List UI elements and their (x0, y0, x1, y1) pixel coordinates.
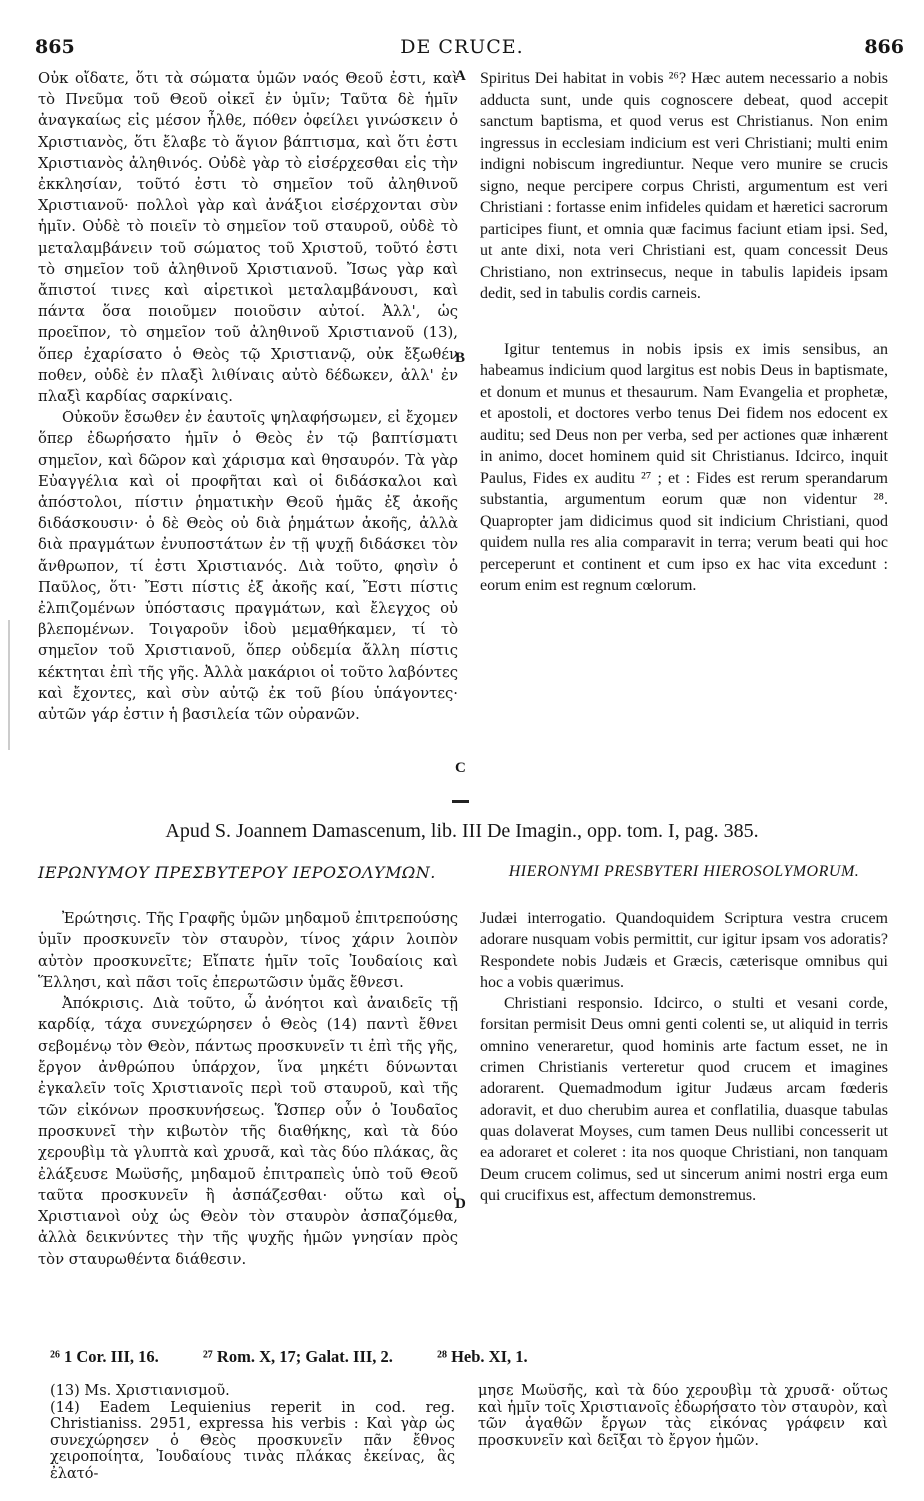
source-citation: Apud S. Joannem Damascenum, lib. III De Imagin., opp. tom. I, pag. 385. (165, 820, 759, 842)
scripture-footnote: ²⁸ Heb. XI, 1. (437, 1347, 528, 1366)
section-divider (452, 800, 469, 803)
greek-paragraph: Οὐκοῦν ἔσωθεν ἐν ἑαυτοῖς ψηλαφήσωμεν, εἰ ἔχομεν ὅπερ ἐδωρήσατο ἡμῖν ὁ Θεὸς ἐν τῷ βαπτίσματι σημεῖον, καὶ δῶρον καὶ χάρισμα καὶ θησαυρόν. Τὰ γὰρ Εὐαγγέλια καὶ οἱ προφῆται καὶ οἱ διδάσκαλοι καὶ ἀπόστολοι, πίστιν ῥηματικὴν Θεοῦ ἡμᾶς ἐξ ἀκοῆς διδάσκουσιν· ὁ δὲ Θεὸς οὐ διὰ ῥημάτων ἀκοῆς, ἀλλὰ διὰ πραγμάτων ἐνυποστάτων ἐν τῇ ψυχῇ διδάσκει τὸν ἄνθρωπον, τί ἐστι Χριστιανός. Διὰ τοῦτο, φησὶν ὁ Παῦλος, ὅτι· Ἔστι πίστις ἐξ ἀκοῆς καί, Ἔστι πίστις ἐλπιζομένων ὑπόστασις πραγμάτων, καὶ ἔλεγχος οὐ βλεπομένων. Τοιγαροῦν ἰδοὺ μεμαθήκαμεν, τί τὸ σημεῖον τοῦ Χριστιανοῦ, ὅπερ οὐδεμία ἄλλη πίστις κέκτηται ἐπὶ τῆς γῆς. Ἀλλὰ μακάριοι οἱ τοῦτο λαβόντες καὶ ἔχοντες, καὶ σὺν αὐτῷ ἐκ τοῦ βίου ὑπάγοντες· αὐτῶν γάρ ἐστιν ἡ βασιλεία τῶν οὐρανῶν. (38, 409, 458, 724)
page-number-right: 866 (864, 36, 904, 58)
margin-letter-a: A (455, 68, 466, 84)
greek-paragraph: Ἐρώτησις. Τῆς Γραφῆς ὑμῶν μηδαμοῦ ἐπιτρεπούσης ὑμῖν προσκυνεῖν τὸν σταυρὸν, τίνος χάριν λοιπὸν αὐτὸν προσκυνεῖτε; Εἴπατε ἡμῖν τοῖς Ἰουδαίοις καὶ Ἕλλησι, καὶ πᾶσι τοῖς ἐπερωτῶσιν ὑμᾶς ἔθνεσι. (38, 910, 458, 991)
greek-column-2 (38, 908, 458, 1270)
scripture-footnote: ²⁷ Rom. X, 17; Galat. III, 2. (202, 1347, 393, 1366)
critical-notes-left (50, 1383, 455, 1482)
latin-section-title: HIERONYMI PRESBYTERI HIEROSOLYMORUM. (508, 863, 860, 880)
latin-paragraph: Igitur tentemus in nobis ipsis ex imis sensibus, an habeamus indicium quod largitus est nobis Deus in baptismate, et donum et munus et thesaurum. Nam Evangelia et prophetæ, et apostoli, et doctores verbo tenus Dei fidem nos edocent ex auditu; sed Deus non per verba, sed per actiones quæ inhærent in animo, docet hominem quid sit Christianus. Idcirco, inquit Paulus, Fides ex auditu ²⁷ ; et : Fides est rerum sperandarum substantia, argumentum eorum quæ non videntur ²⁸. Quapropter jam didicimus quod sit indicium Christiani, quod quidem nulla res alia comparavit in terra; verum beati qui hoc perceperunt et continent et cum ipso ex hac vita excedunt : eorum enim est regnum cœlorum. (480, 340, 888, 594)
running-title: DE CRUCE. (400, 36, 524, 58)
greek-paragraph: Οὐκ οἴδατε, ὅτι τὰ σώματα ὑμῶν ναός Θεοῦ ἐστι, καὶ τὸ Πνεῦμα τοῦ Θεοῦ οἰκεῖ ἐν ὑμῖν; Ταῦτα δὲ ἡμῖν ἀναγκαίως εἰς μέσον ἦλθε, πόθεν ὀφείλει γινώσκειν ὁ Χριστιανὸς, ὅτι ἔλαβε τὸ ἅγιον βάπτισμα, καὶ ὅτι ἐστι Χριστιανὸς ἀληθινός. Οὐδὲ γὰρ τὸ εἰσέρχεσθαι εἰς τὴν ἐκκλησίαν, τοῦτό ἐστι τὸ σημεῖον τοῦ ἀληθινοῦ Χριστιανοῦ· πολλοὶ γὰρ καὶ ἀνάξιοι εἰσέρχονται σὺν ἡμῖν. Οὐδὲ τὸ ποιεῖν τὸ σημεῖον τοῦ σταυροῦ, οὐδὲ τὸ μεταλαμβάνειν τοῦ σώματος τοῦ Χριστοῦ, τοῦτό ἐστι τὸ σημεῖον τοῦ ἀληθινοῦ Χριστιανοῦ. Ἴσως γὰρ καὶ ἄπιστοί τινες καὶ αἱρετικοὶ μεταλαμβάνουσι, καὶ πάντα ὅσα ποιοῦμεν ποιοῦσιν αὐτοί. Ἀλλ', ὡς προεῖπον, τὸ σημεῖον τοῦ ἀληθινοῦ Χριστιανοῦ (13), ὅπερ ἐχαρίσατο ὁ Θεὸς τῷ Χριστιανῷ, οὐκ ἔξωθέν ποθεν, οὐδὲ ἐν πλαξὶ λιθίναις αὐτὸ δέδωκεν, ἀλλ' ἐν πλαξὶ καρδίας σαρκίναις. (38, 70, 458, 406)
greek-column-1 (38, 68, 458, 725)
critical-note: μησε Μωϋσῆς, καὶ τὰ δύο χερουβὶμ τὰ χρυσᾶ· οὕτως καὶ ἡμῖν τοῖς Χριστιανοῖς ἐδωρήσατο τὸν σταυρὸν, καὶ τῶν ἀγαθῶν ἔργων τὰς εἰκόνας γράφειν καὶ προσκυνεῖν καὶ δεῖξαι τὸ ἔργον ἡμῶν. (478, 1383, 888, 1449)
margin-letter-d: D (455, 1196, 466, 1212)
latin-paragraph: Christiani responsio. Idcirco, o stulti et vesani corde, forsitan permisit Deus omni genti colenti se, ut aliquid in terris omnino veneraretur, quod hominis arte factum esset, ne in crimen Christianis verteretur quod crucem et imagines adorarent. Quemadmodum igitur Judæus arcam fœderis adoravit, et duo cherubim aurea et conflatilia, duasque tabulas quas dolaverat Moyses, cum tamen Deus nullibi concesserit ut ea adoraret et coleret : ita nos quoque Christiani, non tanquam Deum crucem colimus, sed ut sincerum animi nostri erga eum qui crucifixus est, affectum demonstremus. (480, 995, 888, 1204)
critical-note: (13) Ms. Χριστιανισμοῦ. (50, 1383, 230, 1399)
greek-paragraph: Ἀπόκρισις. Διὰ τοῦτο, ὦ ἀνόητοι καὶ ἀναιδεῖς τῇ καρδίᾳ, τάχα συνεχώρησεν ὁ Θεὸς (14) παντὶ ἔθνει σεβομένῳ τὸν Θεὸν, πάντως προσκυνεῖν τι ἐπὶ τῆς γῆς, ἔργον ἀνθρώπου ὑπάρχον, ἵνα μηκέτι δύνωνται ἐγκαλεῖν τοῖς Χριστιανοῖς περὶ τοῦ σταυροῦ, καὶ τῆς τῶν εἰκόνων προσκυνήσεως. Ὥσπερ οὖν ὁ Ἰουδαῖος προσκυνεῖ τὴν κιβωτὸν τῆς διαθήκης, καὶ τὰ δύο χερουβὶμ τὰ γλυπτὰ καὶ χρυσᾶ, καὶ τὰς δύο πλάκας, ἃς ἐλάξευσε Μωϋσῆς, μηδαμοῦ ἐπιτραπεὶς ὑπὸ τοῦ Θεοῦ ταῦτα προσκυνεῖν ἢ ἀσπάζεσθαι· οὕτω καὶ οἱ Χριστιανοὶ οὐχ ὡς Θεὸν τὸν σταυρὸν ἀσπαζόμεθα, ἀλλὰ δεικνύντες τὴν τῆς ψυχῆς ἡμῶν γνησίαν πρὸς τὸν σταυρωθέντα διάθεσιν. (38, 995, 458, 1268)
latin-paragraph: Judæi interrogatio. Quandoquidem Scriptura vestra crucem adorare nusquam vobis permittit, cur igitur ipsam vos adoratis? Respondete nobis Judæis et Græcis, cæterisque omnibus qui hoc a vobis quærimus. (480, 910, 888, 991)
margin-letter-c: C (455, 760, 466, 776)
critical-note: (14) Eadem Lequienius reperit in cod. reg. Christianiss. 2951, expressa his verbis : Καὶ γὰρ ὡς συνεχώρησεν ὁ Θεὸς προσκυνεῖν πᾶν ἔθνος χειροποίητα, Ἰουδαίους τινὰς πλάκας ἐκείνας, ἃς ἐλατό- (50, 1399, 455, 1482)
scripture-footnote: ²⁶ 1 Cor. III, 16. (50, 1347, 159, 1366)
margin-bleed (8, 620, 10, 750)
page-number-left: 865 (35, 36, 75, 58)
latin-column-1 (480, 68, 888, 597)
latin-paragraph: Spiritus Dei habitat in vobis ²⁶? Hæc autem necessario a nobis adducta sunt, unde quis cognoscere debeat, quod accepit sanctum baptisma, et quod verus est Christianus. Non enim ingressus in ecclesiam indicium est veri Christiani; multi enim indigni nobiscum ingrediuntur. Neque vero munire se crucis signo, neque percipere corpus Christi, argumentum est veri Christiani : fortasse enim infideles quidam et hæretici sacrorum participes fiunt, et omnia quæ facimus faciunt etiam ipsi. Sed, ut ante dixi, nota veri Christiani est, quam concessit Deus Christiano, non extrinsecus, neque in tabulis lapideis ipsam dedit, sed in tabulis cordis carneis. (480, 70, 888, 302)
greek-section-title: ΙΕΡΩΝΥΜΟΥ ΠΡΕΣΒΥΤΕΡΟΥ ΙΕΡΟΣΟΛΥΜΩΝ. (38, 863, 436, 882)
page-header (0, 28, 924, 62)
scripture-footnotes (50, 1347, 568, 1367)
margin-letter-b: B (455, 350, 466, 366)
latin-column-2 (480, 908, 888, 1206)
critical-notes-right (478, 1383, 888, 1449)
